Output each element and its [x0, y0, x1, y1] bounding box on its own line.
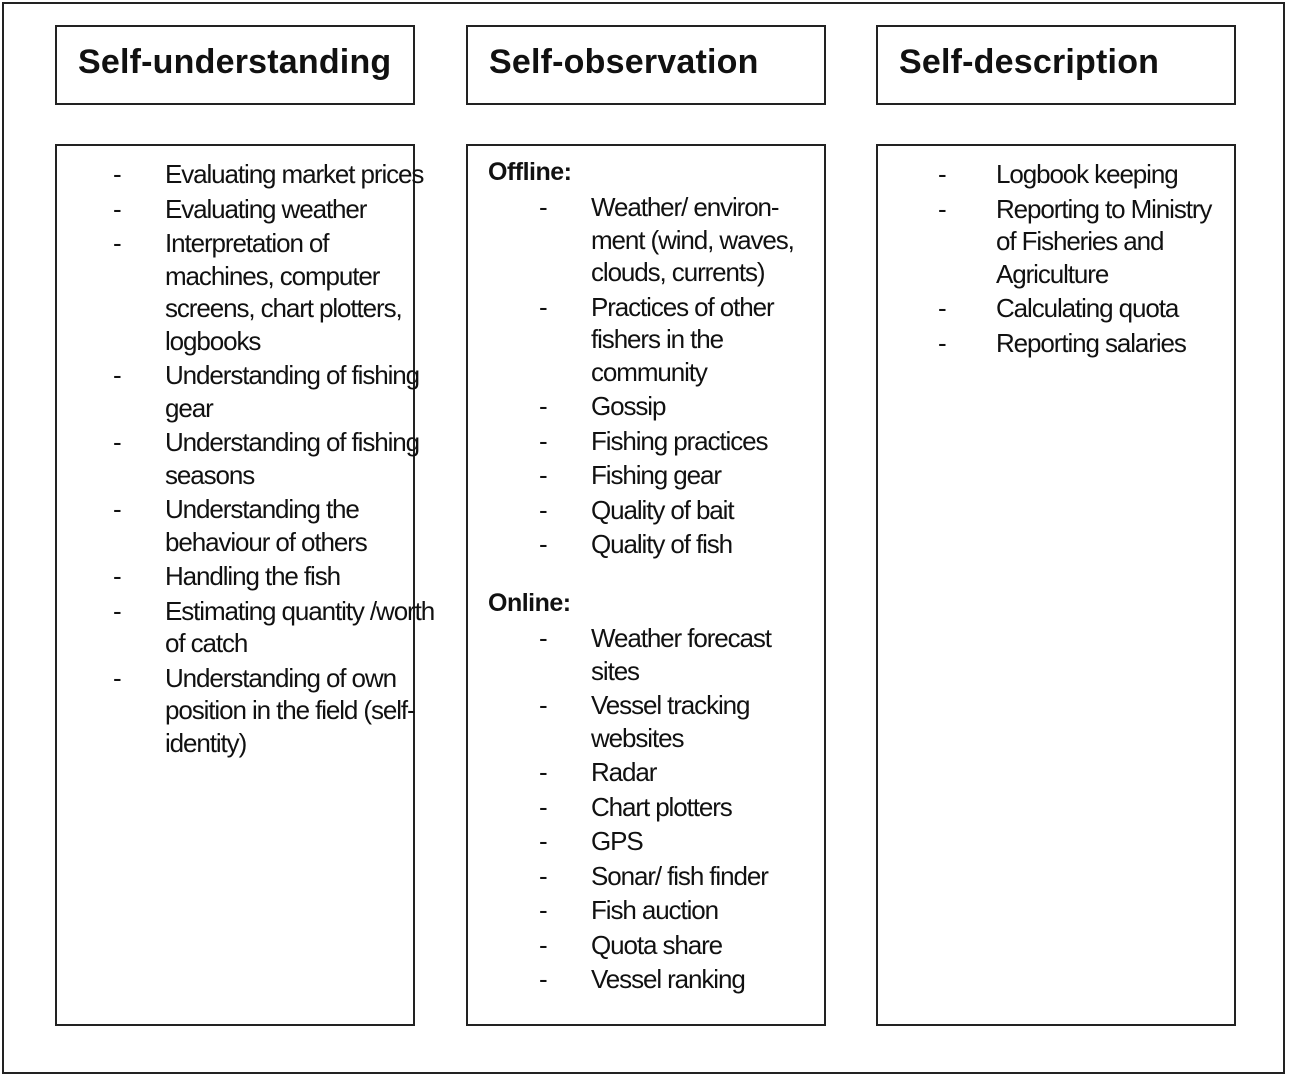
bullet-dash: -: [539, 860, 547, 891]
list-item-text: Evaluating weather: [165, 193, 367, 224]
list-item-text: Fishing practices: [591, 425, 768, 456]
list-item: [938, 193, 1226, 291]
column-title: Self-description: [899, 43, 1160, 81]
list-item-text: Handling the fish: [165, 561, 340, 591]
bullet-dash: -: [113, 228, 121, 258]
bullet-dash: -: [539, 192, 547, 222]
list-item-text: Quota share: [591, 929, 722, 960]
header-self-understanding: [55, 25, 415, 105]
bullet-dash: -: [938, 193, 946, 224]
bullet-dash: -: [938, 293, 946, 323]
bullet-dash: -: [539, 529, 547, 559]
bullet-dash: -: [539, 291, 547, 322]
list-item-text: Fish auction: [591, 895, 718, 925]
list-item-text: Reporting to Ministry of Fisheries and Agriculture: [996, 193, 1212, 289]
header-self-description: [876, 25, 1236, 105]
list-item: [539, 528, 816, 561]
bullet-dash: -: [539, 391, 547, 421]
list-item: [113, 158, 435, 191]
list-item: [113, 595, 435, 660]
list-item: [539, 825, 816, 858]
bullet-dash: -: [539, 964, 547, 994]
list-item-text: Radar: [591, 757, 657, 787]
list-item-text: Vessel tracking websites: [591, 690, 750, 753]
list-item: [113, 227, 435, 357]
list-item: [113, 359, 435, 424]
list-item-text: Understanding of fishing seasons: [165, 427, 420, 490]
list-item-text: Understanding of fishing gear: [165, 360, 420, 423]
list-item: [539, 860, 816, 893]
item-list-online: [539, 622, 816, 998]
list-item-text: Understanding of own position in the field (self-identity): [165, 662, 415, 758]
list-item: [539, 191, 816, 289]
section-label-online: Online:: [488, 589, 571, 617]
list-item: [539, 291, 816, 389]
bullet-dash: -: [113, 494, 121, 524]
list-item: [539, 622, 816, 687]
list-item: [113, 193, 435, 226]
list-item: [539, 390, 816, 423]
list-item-text: Quality of fish: [591, 529, 733, 559]
list-item: [113, 560, 435, 593]
bullet-dash: -: [539, 895, 547, 925]
list-item-text: Weather/ environ-ment (wind, waves, clouds, currents): [591, 192, 794, 287]
content-self-observation: [466, 144, 826, 1026]
list-item-text: Evaluating market prices: [165, 159, 424, 189]
bullet-dash: -: [938, 327, 946, 358]
bullet-dash: -: [113, 561, 121, 591]
list-item: [539, 929, 816, 962]
header-self-observation: [466, 25, 826, 105]
list-item-text: Fishing gear: [591, 460, 721, 490]
list-item-text: Weather forecast sites: [591, 623, 771, 686]
list-item-text: Logbook keeping: [996, 159, 1178, 189]
list-item: [938, 292, 1226, 325]
section-label-offline: Offline:: [488, 158, 572, 186]
list-item: [938, 327, 1226, 360]
list-item: [539, 894, 816, 927]
list-item-text: Gossip: [591, 391, 666, 421]
item-list-offline: [539, 191, 816, 563]
bullet-dash: -: [113, 595, 121, 626]
column-title: Self-understanding: [78, 43, 392, 81]
list-item: [539, 756, 816, 789]
item-list: [113, 158, 435, 761]
list-item-text: Interpretation of machines, computer screens, chart plotters, logbooks: [165, 228, 402, 356]
list-item-text: Calculating quota: [996, 293, 1179, 323]
bullet-dash: -: [113, 427, 121, 457]
column-title: Self-observation: [489, 43, 759, 81]
bullet-dash: -: [539, 460, 547, 490]
list-item-text: Vessel ranking: [591, 964, 745, 994]
list-item: [539, 963, 816, 996]
bullet-dash: -: [938, 159, 946, 189]
bullet-dash: -: [539, 757, 547, 787]
bullet-dash: -: [539, 791, 547, 822]
bullet-dash: -: [539, 425, 547, 456]
list-item-text: Reporting salaries: [996, 327, 1186, 358]
list-item: [539, 459, 816, 492]
bullet-dash: -: [539, 826, 547, 856]
list-item-text: Sonar/ fish finder: [591, 860, 768, 891]
bullet-dash: -: [113, 193, 121, 224]
list-item: [539, 791, 816, 824]
list-item-text: Practices of other fishers in the community: [591, 291, 774, 387]
bullet-dash: -: [113, 360, 121, 390]
bullet-dash: -: [539, 494, 547, 525]
list-item: [938, 158, 1226, 191]
item-list: [938, 158, 1226, 361]
bullet-dash: -: [539, 690, 547, 720]
list-item-text: Quality of bait: [591, 494, 734, 525]
list-item-text: Understanding the behaviour of others: [165, 494, 367, 557]
list-item: [113, 662, 435, 760]
list-item: [113, 426, 435, 491]
list-item: [539, 494, 816, 527]
content-self-understanding: [55, 144, 435, 1026]
bullet-dash: -: [539, 623, 547, 653]
list-item: [113, 493, 435, 558]
bullet-dash: -: [113, 662, 121, 693]
bullet-dash: -: [539, 929, 547, 960]
list-item: [539, 689, 816, 754]
content-self-description: [876, 144, 1236, 1026]
list-item-text: GPS: [591, 826, 643, 856]
list-item-text: Chart plotters: [591, 791, 732, 822]
bullet-dash: -: [113, 159, 121, 189]
list-item-text: Estimating quantity /worth of catch: [165, 595, 435, 658]
list-item: [539, 425, 816, 458]
